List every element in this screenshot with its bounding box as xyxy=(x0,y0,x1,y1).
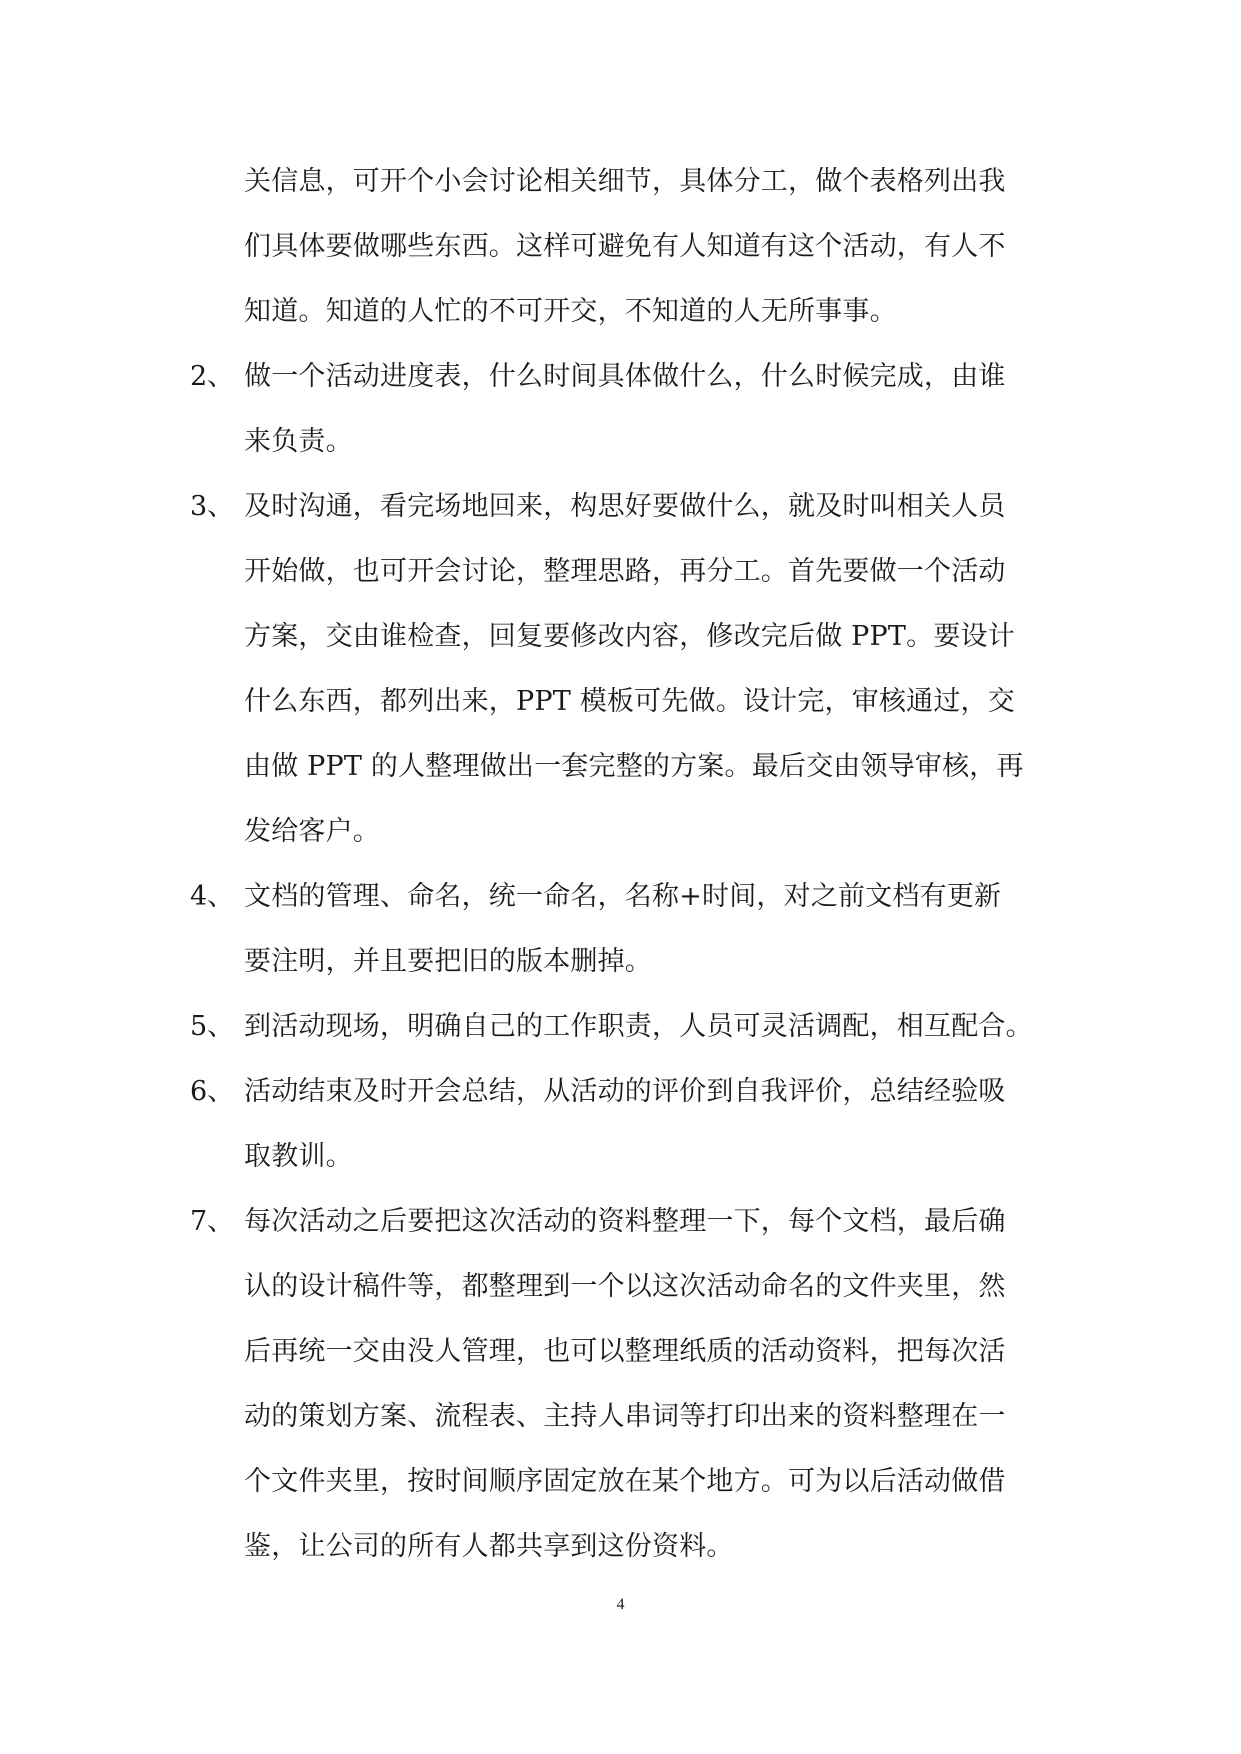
paragraph-1-line-3: 知道。知道的人忙的不可开交，不知道的人无所事事。 xyxy=(244,296,897,327)
item-3-line-2: 开始做，也可开会讨论，整理思路，再分工。首先要做一个活动 xyxy=(244,556,1006,587)
item-6-line-1: 活动结束及时开会总结，从活动的评价到自我评价，总结经验吸 xyxy=(244,1076,1006,1107)
item-3-line-1: 及时沟通，看完场地回来，构思好要做什么，就及时叫相关人员 xyxy=(244,491,1006,522)
item-5-line-1: 到活动现场，明确自己的工作职责，人员可灵活调配，相互配合。 xyxy=(244,1011,1033,1042)
item-4-line-2: 要注明，并且要把旧的版本删掉。 xyxy=(244,946,652,977)
item-4-number: 4、 xyxy=(190,881,235,912)
item-3-number: 3、 xyxy=(190,491,235,522)
item-3-line-5: 由做 PPT 的人整理做出一套完整的方案。最后交由领导审核，再 xyxy=(244,751,1024,782)
item-7-line-1: 每次活动之后要把这次活动的资料整理一下，每个文档，最后确 xyxy=(244,1206,1006,1237)
item-2-number: 2、 xyxy=(190,361,235,392)
item-5-number: 5、 xyxy=(190,1011,235,1042)
item-3-line-4: 什么东西，都列出来，PPT 模板可先做。设计完，审核通过，交 xyxy=(244,686,1015,717)
item-6-number: 6、 xyxy=(190,1076,235,1107)
item-3-line-6: 发给客户。 xyxy=(244,816,380,847)
item-6-line-2: 取教训。 xyxy=(244,1141,353,1172)
item-7-line-5: 个文件夹里，按时间顺序固定放在某个地方。可为以后活动做借 xyxy=(244,1466,1006,1497)
item-7-number: 7、 xyxy=(190,1206,235,1237)
item-7-line-6: 鉴，让公司的所有人都共享到这份资料。 xyxy=(244,1531,734,1562)
item-2-line-2: 来负责。 xyxy=(244,426,353,457)
item-7-line-2: 认的设计稿件等，都整理到一个以这次活动命名的文件夹里，然 xyxy=(244,1271,1006,1302)
item-3-line-3: 方案，交由谁检查，回复要修改内容，修改完后做 PPT。要设计 xyxy=(244,621,1015,652)
page-number: 4 xyxy=(616,1596,625,1613)
item-7-line-4: 动的策划方案、流程表、主持人串词等打印出来的资料整理在一 xyxy=(244,1401,1006,1432)
item-4-line-1: 文档的管理、命名，统一命名，名称+时间，对之前文档有更新 xyxy=(244,881,1002,912)
item-7-line-3: 后再统一交由没人管理，也可以整理纸质的活动资料，把每次活 xyxy=(244,1336,1006,1367)
paragraph-1-line-2: 们具体要做哪些东西。这样可避免有人知道有这个活动，有人不 xyxy=(244,231,1006,262)
item-2-line-1: 做一个活动进度表，什么时间具体做什么，什么时候完成，由谁 xyxy=(244,361,1006,392)
paragraph-1-line-1: 关信息，可开个小会讨论相关细节，具体分工，做个表格列出我 xyxy=(244,166,1006,197)
